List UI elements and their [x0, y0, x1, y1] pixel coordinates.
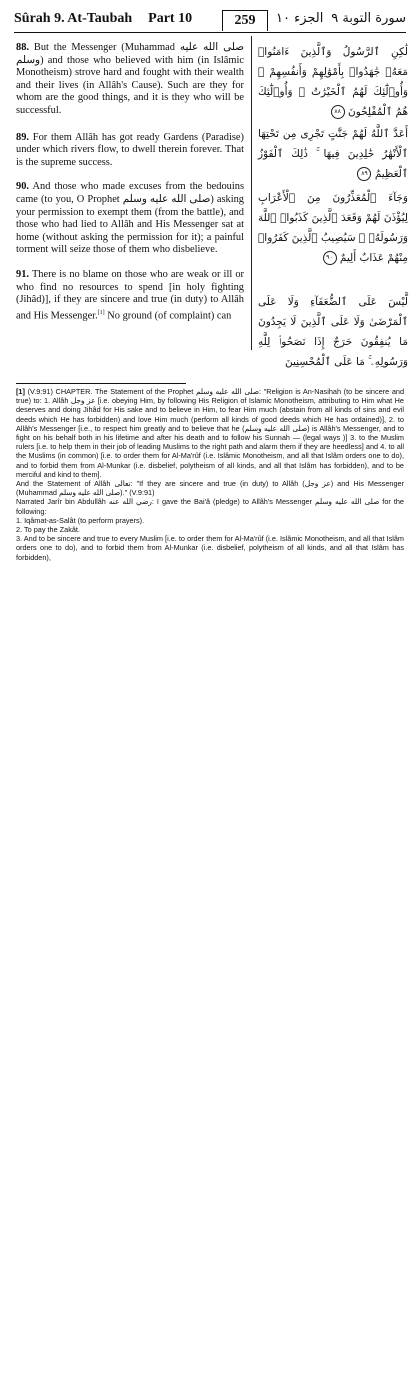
verse-end-marker: ٨٨	[331, 105, 345, 119]
translation-column	[16, 42, 244, 335]
verse-end-marker: ٨٩	[357, 167, 371, 181]
arabic-verse-89: أَعَدَّ ٱللَّهُ لَهُمْ جَنَّٰتٍ تَجْرِى مِن تَحْتِهَا ٱلْأَنْهَٰرُ خَٰلِدِينَ فِيهَا ۚ ذَٰلِكَ ٱلْفَوْزُ ٱلْعَظِيمُ ٨٩	[258, 128, 408, 180]
verse-90: 90. And those who made excuses from the bedouins came (to you, O Prophet صلى الله عليه وسلم) asking your permission to exempt them (from the battle), and those who had lied to Allâh and His Messenger sat at home (without asking the permission for it); a painful torment will seize those of them who disbelieve.	[16, 181, 245, 256]
header-surah-arabic: سورة التوبة ٩	[331, 11, 406, 26]
footnote-list-item: 2. To pay the Zakât.	[16, 525, 80, 535]
arabic-verse-90: وَجَآءَ ٱلْمُعَذِّرُونَ مِنَ ٱلْأَعْرَابِ لِيُؤْذَنَ لَهُمْ وَقَعَدَ ٱلَّذِينَ كَذَبُوا۟ ٱللَّهَ وَرَسُولَهُۥ ۚ سَيُصِيبُ ٱلَّذِينَ كَفَرُوا۟ مِنْهُمْ عَذَابٌ أَلِيمٌ ٩٠	[257, 192, 408, 264]
column-divider	[251, 36, 252, 350]
footnote-list-item: 3. And to be sincere and true to every Muslim [i.e. to order them for Al-Ma'rûf (i.e. Islâmic Monotheism, and all that Islâm orders one to do), and to forbid them from Al-Munkar (i.e. disbelief, polytheism of all kinds, and all that Islâm has forbidden),	[16, 534, 404, 562]
arabic-verse-88: لَٰكِنِ ٱلرَّسُولُ وَٱلَّذِينَ ءَامَنُوا۟ مَعَهُۥ جَٰهَدُوا۟ بِأَمْوَٰلِهِمْ وَأَنفُسِهِمْ ۚ وَأُو۟لَٰٓئِكَ لَهُمُ ٱلْخَيْرَٰتُ ۖ وَأُو۟لَٰٓئِكَ هُمُ ٱلْمُفْلِحُونَ ٨٨	[258, 46, 408, 118]
header-surah-english: Sûrah 9. At-Taubah Part 10	[14, 11, 193, 26]
page-header	[14, 10, 406, 33]
footnote-paragraph-2: And the Statement of Allâh تعالى: "If they are sincere and true (in duty) to Allâh (عز وجل) and His Messenger (Muhammad صلى الله عليه وسلم)." (V.9:91)	[16, 479, 404, 498]
footnote-paragraph-3: Narrated Jarîr bin Abdullâh رضي الله عنه: I gave the Bai'â (pledge) to Allâh's Messenger صلى الله عليه وسلم for the following:	[16, 497, 404, 516]
footnote-paragraph-1: [1] (V.9:91) CHAPTER. The Statement of the Prophet صلى الله عليه وسلم: "Religion is An-Nasihah (to be sincere and true) to: 1. Allâh عز وجل [i.e. obeying Him, by following His Religion of Islamic Monotheism, attributing to Him what He deserves and doing Jihâd for His sake and to believe in Him, to fear Him much (abstain from all kinds of sins and evil deeds which He has forbidden) and love Him much (perform all kinds of good deeds which He has ordained)], 2. to Allâh's Messenger [i.e., to respect him greatly and to believe that he (صلى الله عليه وسلم) is Allâh's Messenger, and to fight on his behalf both in his lifetime and after his death and to follow his Sunnah — (legal ways )] 3. to the Muslim rulers [i.e. to help them in their job of leading Muslims to the right path and alarm them if they are heedless] and 4. to all the Muslims (in common) [i.e. to order them for Al-Ma'rûf (i.e. Islâmic Monotheism, and all that Islâm orders one to do), and to forbid them from Al-Munkar (i.e. disbelief, polytheism of all kinds, and all that Islâm has forbidden), and to be merciful and kind to them].	[16, 387, 404, 479]
header-part: Part 10	[148, 11, 193, 26]
footnote	[16, 387, 404, 562]
footnote-marker[interactable]: [1]	[97, 309, 105, 316]
arabic-column	[258, 42, 408, 372]
page-number: 259	[222, 10, 268, 31]
verse-89: 89. For them Allâh has got ready Gardens (Paradise) under which rivers flow, to dwell therein forever. That is the supreme success.	[16, 131, 244, 168]
header-juz-arabic: الجزء ١٠	[276, 11, 324, 26]
footnote-list-item: 1. Iqâmat-as-Salât (to perform prayers).	[16, 515, 145, 525]
arabic-verse-91: لَّيْسَ عَلَى ٱلضُّعَفَآءِ وَلَا عَلَى ٱلْمَرْضَىٰ وَلَا عَلَى ٱلَّذِينَ لَا يَجِدُونَ مَا يُنفِقُونَ حَرَجٌ إِذَا نَصَحُوا۟ لِلَّهِ وَرَسُولِهِۦ ۚ مَا عَلَى ٱلْمُحْسِنِينَ	[258, 296, 408, 368]
verse-88: 88. But the Messenger (Muhammad صلى الله عليه وسلم) and those who believed with him (in Islâmic Monotheism) strove hard and fought with their wealth and their lives (in Allâh's Cause). Such are they for whom are the good things, and it is they who will be successful.	[16, 42, 244, 116]
verse-91: 91. There is no blame on those who are weak or ill or who find no resources to spend [in holy fighting (Jihâd)], if they are sincere and true (in duty) to Allâh and His Messenger.[1] No ground (of complaint) can	[16, 268, 244, 322]
verse-end-marker: ٩٠	[323, 251, 337, 265]
footnote-rule	[16, 383, 186, 384]
